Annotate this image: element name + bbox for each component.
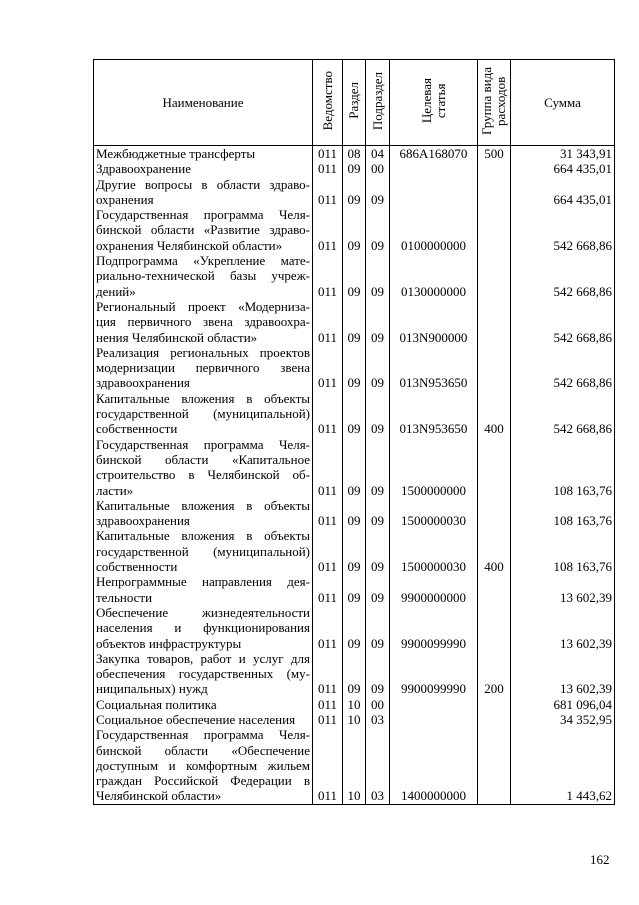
row-section: 09 bbox=[343, 437, 366, 498]
row-target: 0100000000 bbox=[390, 207, 478, 253]
table-header bbox=[94, 60, 615, 146]
row-sum: 1 443,62 bbox=[511, 727, 615, 804]
row-target: 013N953650 bbox=[390, 391, 478, 437]
budget-table bbox=[93, 59, 615, 805]
row-group bbox=[478, 697, 511, 712]
row-subsection: 09 bbox=[366, 345, 390, 391]
row-subsection: 09 bbox=[366, 574, 390, 605]
row-dept: 011 bbox=[313, 253, 343, 299]
table-row bbox=[94, 651, 615, 697]
row-group: 400 bbox=[478, 528, 511, 574]
row-sum: 664 435,01 bbox=[511, 177, 615, 208]
row-target bbox=[390, 712, 478, 727]
row-group bbox=[478, 574, 511, 605]
row-dept: 011 bbox=[313, 299, 343, 345]
header-dept bbox=[313, 60, 343, 146]
row-section: 09 bbox=[343, 207, 366, 253]
header-section bbox=[343, 60, 366, 146]
header-target-line1: Целевая bbox=[418, 78, 434, 124]
row-sum: 108 163,76 bbox=[511, 528, 615, 574]
row-subsection: 09 bbox=[366, 253, 390, 299]
row-name: Капитальные вложения в объекты государственной (муниципальной) собственности bbox=[94, 528, 313, 574]
row-name: Подпрограмма «Укрепление мате-риально-технической базы учреж-дений» bbox=[94, 253, 313, 299]
row-sum: 13 602,39 bbox=[511, 574, 615, 605]
row-name: Реализация региональных проектов модернизации первичного звена здравоохранения bbox=[94, 345, 313, 391]
row-name: Государственная программа Челя-бинской области «Капитальное строительство в Челябинской об-ласти» bbox=[94, 437, 313, 498]
row-group bbox=[478, 299, 511, 345]
row-subsection: 00 bbox=[366, 697, 390, 712]
row-section: 09 bbox=[343, 177, 366, 208]
row-group bbox=[478, 207, 511, 253]
row-name: Государственная программа Челя-бинской области «Обеспечение доступным и комфортным жильем граждан Российской Федерации в Челябинской области» bbox=[94, 727, 313, 804]
row-sum: 542 668,86 bbox=[511, 391, 615, 437]
header-subsection bbox=[366, 60, 390, 146]
row-section: 09 bbox=[343, 574, 366, 605]
row-sum: 108 163,76 bbox=[511, 437, 615, 498]
row-group bbox=[478, 253, 511, 299]
row-section: 09 bbox=[343, 253, 366, 299]
header-group-line1: Группа вида bbox=[479, 66, 494, 135]
row-section: 09 bbox=[343, 299, 366, 345]
table-row bbox=[94, 605, 615, 651]
row-group bbox=[478, 498, 511, 529]
row-name: Капитальные вложения в объекты здравоохранения bbox=[94, 498, 313, 529]
row-sum: 542 668,86 bbox=[511, 207, 615, 253]
row-group bbox=[478, 177, 511, 208]
row-name: Региональный проект «Модерниза-ция первичного звена здравоохра-нения Челябинской области» bbox=[94, 299, 313, 345]
row-subsection: 04 bbox=[366, 146, 390, 162]
row-name: Социальное обеспечение населения bbox=[94, 712, 313, 727]
row-target: 1500000000 bbox=[390, 437, 478, 498]
row-sum: 31 343,91 bbox=[511, 146, 615, 162]
row-dept: 011 bbox=[313, 498, 343, 529]
row-subsection: 09 bbox=[366, 177, 390, 208]
row-dept: 011 bbox=[313, 697, 343, 712]
row-subsection: 09 bbox=[366, 207, 390, 253]
row-section: 10 bbox=[343, 712, 366, 727]
row-sum: 542 668,86 bbox=[511, 253, 615, 299]
row-subsection: 00 bbox=[366, 161, 390, 176]
row-sum: 681 096,04 bbox=[511, 697, 615, 712]
row-target: 1500000030 bbox=[390, 528, 478, 574]
row-name: Государственная программа Челя-бинской области «Развитие здраво-охранения Челябинской области» bbox=[94, 207, 313, 253]
row-group bbox=[478, 712, 511, 727]
row-section: 08 bbox=[343, 146, 366, 162]
row-sum: 542 668,86 bbox=[511, 299, 615, 345]
row-sum: 542 668,86 bbox=[511, 345, 615, 391]
row-group: 500 bbox=[478, 146, 511, 162]
row-target: 0130000000 bbox=[390, 253, 478, 299]
row-dept: 011 bbox=[313, 651, 343, 697]
table-row bbox=[94, 299, 615, 345]
row-name: Здравоохранение bbox=[94, 161, 313, 176]
row-target bbox=[390, 177, 478, 208]
row-target: 013N900000 bbox=[390, 299, 478, 345]
row-target: 9900000000 bbox=[390, 574, 478, 605]
row-section: 10 bbox=[343, 697, 366, 712]
row-group bbox=[478, 605, 511, 651]
row-name: Непрограммные направления дея-тельности bbox=[94, 574, 313, 605]
row-group bbox=[478, 437, 511, 498]
row-dept: 011 bbox=[313, 207, 343, 253]
row-subsection: 09 bbox=[366, 299, 390, 345]
row-dept: 011 bbox=[313, 345, 343, 391]
row-group bbox=[478, 161, 511, 176]
row-target bbox=[390, 161, 478, 176]
table-body bbox=[94, 146, 615, 805]
header-group-label bbox=[480, 67, 508, 135]
row-subsection: 09 bbox=[366, 605, 390, 651]
table-row bbox=[94, 345, 615, 391]
row-section: 10 bbox=[343, 727, 366, 804]
table-row bbox=[94, 437, 615, 498]
header-target-line2: статья bbox=[432, 83, 448, 119]
row-subsection: 09 bbox=[366, 498, 390, 529]
header-subsection-label: Подраздел bbox=[369, 71, 385, 130]
table-row bbox=[94, 253, 615, 299]
row-dept: 011 bbox=[313, 528, 343, 574]
row-dept: 011 bbox=[313, 161, 343, 176]
header-name: Наименование bbox=[94, 60, 313, 146]
header-dept-label: Ведомство bbox=[319, 71, 335, 131]
row-group bbox=[478, 345, 511, 391]
row-group: 400 bbox=[478, 391, 511, 437]
row-dept: 011 bbox=[313, 574, 343, 605]
row-target: 686A168070 bbox=[390, 146, 478, 162]
row-target: 1400000000 bbox=[390, 727, 478, 804]
table-row bbox=[94, 391, 615, 437]
row-section: 09 bbox=[343, 528, 366, 574]
page-number: 162 bbox=[590, 852, 610, 867]
header-target bbox=[390, 60, 478, 146]
header-section-label: Раздел bbox=[346, 82, 361, 120]
row-name: Социальная политика bbox=[94, 697, 313, 712]
row-section: 09 bbox=[343, 161, 366, 176]
row-dept: 011 bbox=[313, 391, 343, 437]
header-group-line2: расходов bbox=[493, 76, 508, 126]
table-row bbox=[94, 207, 615, 253]
table-row bbox=[94, 697, 615, 712]
row-target: 013N953650 bbox=[390, 345, 478, 391]
table-row bbox=[94, 498, 615, 529]
row-dept: 011 bbox=[313, 146, 343, 162]
row-target: 9900099990 bbox=[390, 605, 478, 651]
row-name: Межбюджетные трансферты bbox=[94, 146, 313, 162]
row-subsection: 09 bbox=[366, 437, 390, 498]
row-sum: 108 163,76 bbox=[511, 498, 615, 529]
row-name: Другие вопросы в области здраво-охранения bbox=[94, 177, 313, 208]
row-section: 09 bbox=[343, 391, 366, 437]
row-subsection: 09 bbox=[366, 391, 390, 437]
header-sum: Сумма bbox=[511, 60, 615, 146]
row-subsection: 03 bbox=[366, 727, 390, 804]
row-sum: 664 435,01 bbox=[511, 161, 615, 176]
row-subsection: 03 bbox=[366, 712, 390, 727]
header-group bbox=[478, 60, 511, 146]
row-section: 09 bbox=[343, 651, 366, 697]
row-subsection: 09 bbox=[366, 651, 390, 697]
table-row bbox=[94, 161, 615, 176]
row-section: 09 bbox=[343, 605, 366, 651]
table-row bbox=[94, 712, 615, 727]
table-row bbox=[94, 528, 615, 574]
table-row bbox=[94, 177, 615, 208]
row-name: Капитальные вложения в объекты государственной (муниципальной) собственности bbox=[94, 391, 313, 437]
row-section: 09 bbox=[343, 345, 366, 391]
header-target-label bbox=[420, 78, 448, 123]
row-dept: 011 bbox=[313, 437, 343, 498]
row-sum: 13 602,39 bbox=[511, 605, 615, 651]
row-target: 1500000030 bbox=[390, 498, 478, 529]
row-target: 9900099990 bbox=[390, 651, 478, 697]
table-row bbox=[94, 146, 615, 162]
row-group: 200 bbox=[478, 651, 511, 697]
row-dept: 011 bbox=[313, 177, 343, 208]
row-group bbox=[478, 727, 511, 804]
row-dept: 011 bbox=[313, 605, 343, 651]
row-section: 09 bbox=[343, 498, 366, 529]
row-target bbox=[390, 697, 478, 712]
table-row bbox=[94, 574, 615, 605]
row-dept: 011 bbox=[313, 712, 343, 727]
row-name: Закупка товаров, работ и услуг для обеспечения государственных (му-ниципальных) нужд bbox=[94, 651, 313, 697]
row-subsection: 09 bbox=[366, 528, 390, 574]
row-sum: 13 602,39 bbox=[511, 651, 615, 697]
row-dept: 011 bbox=[313, 727, 343, 804]
row-name: Обеспечение жизнедеятельности населения и функционирования объектов инфраструктуры bbox=[94, 605, 313, 651]
table-row bbox=[94, 727, 615, 804]
row-sum: 34 352,95 bbox=[511, 712, 615, 727]
